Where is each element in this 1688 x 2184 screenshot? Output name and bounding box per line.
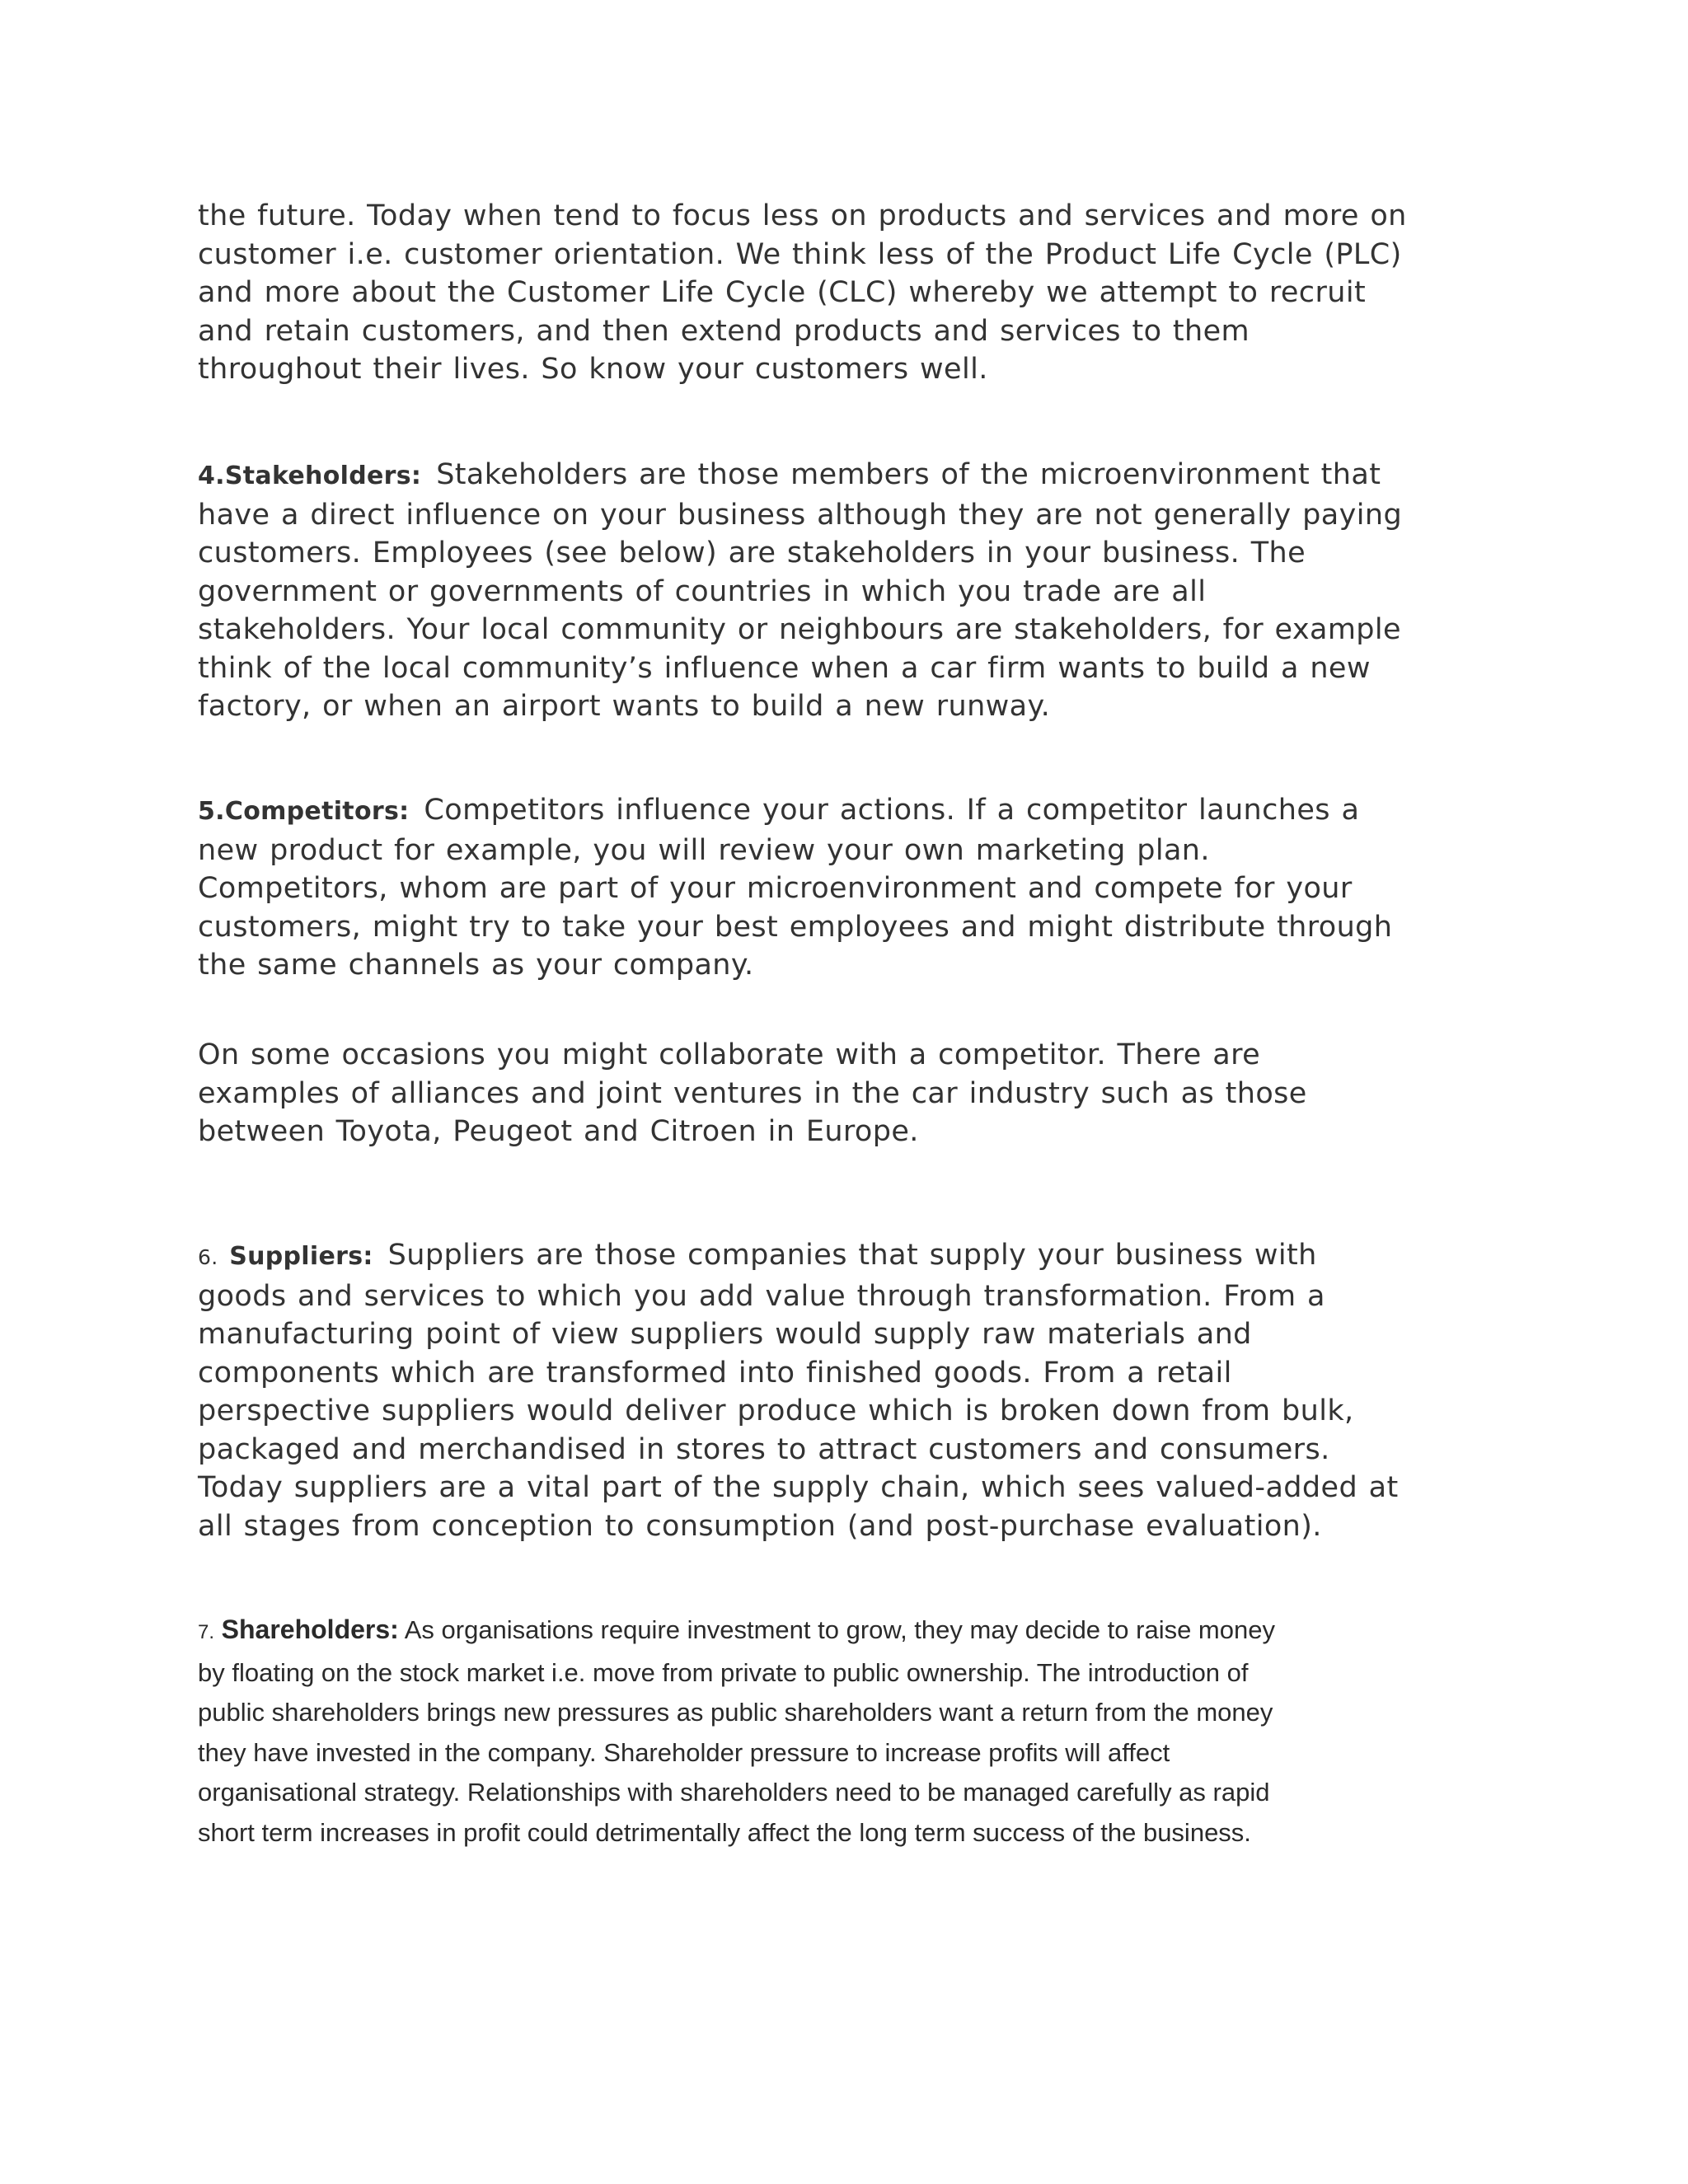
text-line: short term increases in profit could detrimentally affect the long term success of the business. [198,1817,1251,1847]
stakeholders-heading: Stakeholders: [224,462,422,490]
stakeholders-lead-text: Stakeholders are those members of the microenvironment that [436,458,1381,491]
text-line: examples of alliances and joint ventures in the car industry such as those [198,1076,1307,1110]
text-line: and more about the Customer Life Cycle (CLC) whereby we attempt to recruit [198,276,1367,309]
text-line: customer i.e. customer orientation. We think less of the Product Life Cycle (PLC) [198,237,1402,271]
text-line: throughout their lives. So know your customers well. [198,353,988,386]
text-line: packaged and merchandised in stores to attract customers and consumers. [198,1432,1330,1466]
suppliers-lead-text: Suppliers are those companies that supply your business with [387,1239,1317,1272]
text-line: public shareholders brings new pressures as public shareholders want a return from the money [198,1698,1273,1727]
text-line: by floating on the stock market i.e. move from private to public ownership. The introduction of [198,1657,1249,1687]
text-line: On some occasions you might collaborate with a competitor. There are [198,1038,1261,1071]
competitors-section [198,791,1500,985]
shareholders-section [198,1610,1500,1853]
text-line: think of the local community’s influence when a car firm wants to build a new [198,651,1371,685]
collaboration-paragraph [198,1036,1500,1151]
text-line: Competitors, whom are part of your microenvironment and compete for your [198,872,1353,905]
shareholders-first-line [198,1610,1500,1653]
text-line: new product for example, you will review your own marketing plan. [198,833,1210,867]
suppliers-heading: Suppliers: [229,1242,373,1271]
competitors-first-line [198,791,1500,832]
text-line: between Toyota, Peugeot and Citroen in Europe. [198,1115,919,1148]
text-line: the future. Today when tend to focus less on products and services and more on [198,199,1407,232]
text-line: customers. Employees (see below) are stakeholders in your business. The [198,537,1306,569]
shareholders-lead-text: As organisations require investment to grow, they may decide to raise money [404,1615,1275,1644]
text-line: and retain customers, and then extend products and services to them [198,314,1250,348]
competitors-number: 5. [198,797,225,826]
suppliers-first-line [198,1236,1500,1277]
text-line: have a direct influence on your business although they are not generally paying [198,498,1403,532]
shareholders-heading: Shareholders: [221,1615,399,1644]
text-line: government or governments of countries in which you trade are all [198,574,1207,608]
text-line: the same channels as your company. [198,949,754,982]
shareholders-number: 7. [198,1621,215,1643]
text-line: manufacturing point of view suppliers would supply raw materials and [198,1318,1252,1351]
stakeholders-section [198,456,1500,726]
stakeholders-first-line [198,456,1500,496]
text-line: stakeholders. Your local community or neighbours are stakeholders, for example [198,613,1401,646]
suppliers-section [198,1236,1500,1545]
suppliers-number: 6. [198,1245,218,1269]
text-line: organisational strategy. Relationships with shareholders need to be managed carefully as rapid [198,1778,1270,1807]
text-line: goods and services to which you add value through transformation. From a [198,1279,1325,1313]
text-line: components which are transformed into finished goods. From a retail [198,1356,1232,1390]
intro-paragraph [198,197,1500,389]
competitors-lead-text: Competitors influence your actions. If a competitor launches a [424,794,1360,827]
text-line: perspective suppliers would deliver produce which is broken down from bulk, [198,1394,1354,1427]
stakeholders-number: 4. [198,462,225,490]
text-line: customers, might try to take your best employees and might distribute through [198,910,1393,944]
text-line: Today suppliers are a vital part of the supply chain, which sees valued-added at [198,1471,1399,1504]
text-line: factory, or when an airport wants to build a new runway. [198,690,1051,723]
competitors-heading: Competitors: [224,797,410,826]
text-line: they have invested in the company. Shareholder pressure to increase profits will affect [198,1737,1170,1767]
text-line: all stages from conception to consumption (and post-purchase evaluation). [198,1509,1322,1543]
